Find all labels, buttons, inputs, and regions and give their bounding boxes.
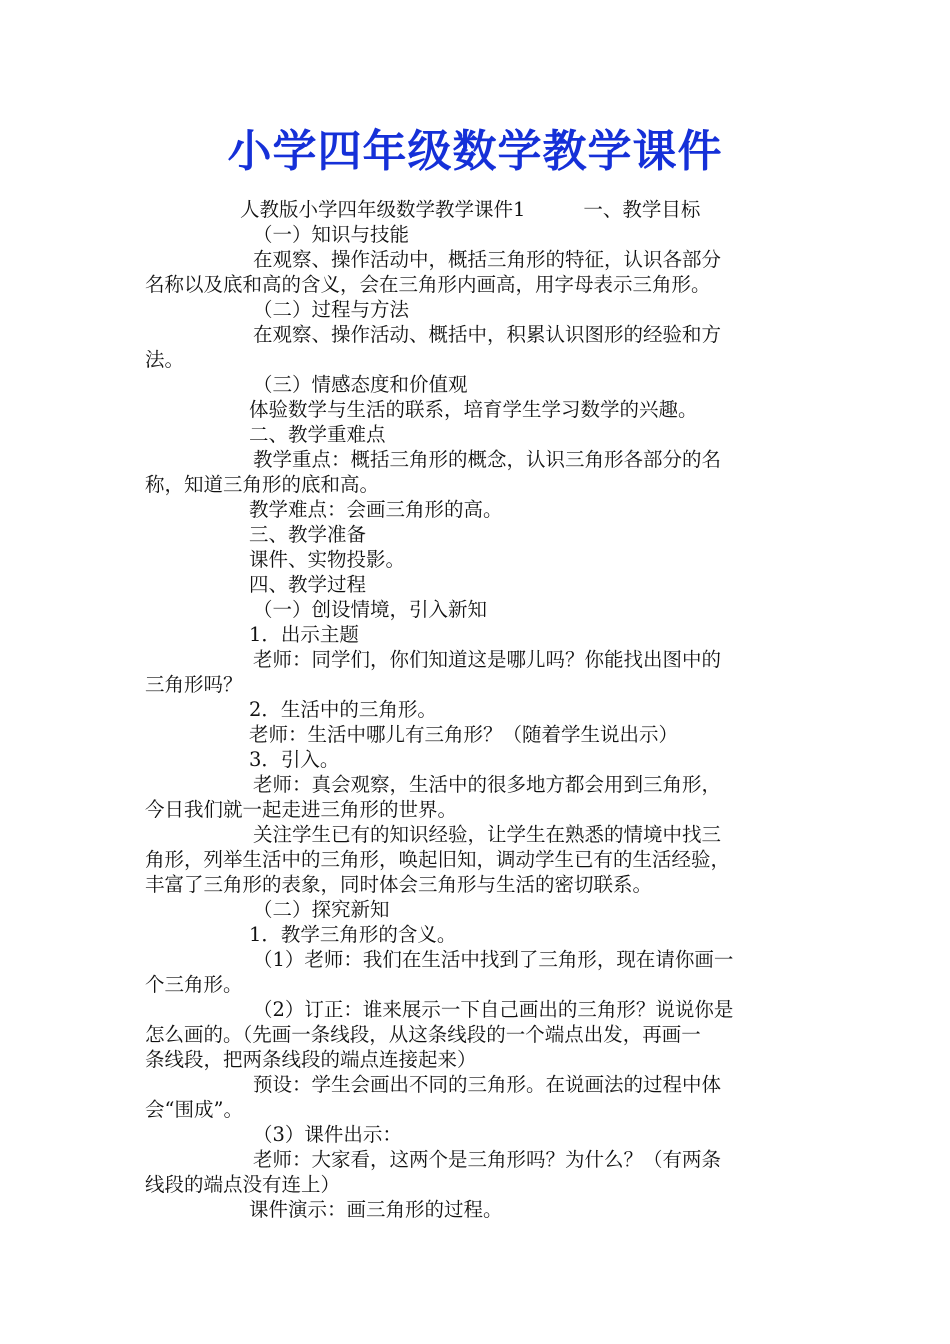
paragraph-line: 怎么画的。（先画一条线段，从这条线段的一个端点出发，再画一 [145,1023,701,1046]
subheading-knowledge: （一）知识与技能 [253,223,410,246]
paragraph-line: 今日我们就一起走进三角形的世界。 [145,798,458,821]
paragraph-line: 教学重点：概括三角形的概念，认识三角形各部分的名 [253,448,722,471]
paragraph-line: （2）订正：谁来展示一下自己画出的三角形？说说你是 [253,998,734,1021]
intro-line [145,197,810,222]
subheading-attitude: （三）情感态度和价值观 [253,373,468,396]
paragraph-line: 条线段，把两条线段的端点连接起来） [145,1048,477,1071]
paragraph-line: 称，知道三角形的底和高。 [145,473,380,496]
list-item: 2．生活中的三角形。 [249,698,437,721]
subheading-scenario: （一）创设情境，引入新知 [253,598,488,621]
heading-teaching-process: 四、教学过程 [249,573,367,596]
paragraph-line: 课件演示：画三角形的过程。 [249,1198,503,1221]
paragraph-line: 个三角形。 [145,973,243,996]
paragraph-line: 老师：真会观察，生活中的很多地方都会用到三角形， [253,773,722,796]
subheading-explore: （二）探究新知 [253,898,390,921]
paragraph-line: 在观察、操作活动中，概括三角形的特征，认识各部分 [253,248,722,271]
paragraph-line: 角形，列举生活中的三角形，唤起旧知，调动学生已有的生活经验， [145,848,731,871]
paragraph-line: 名称以及底和高的含义，会在三角形内画高，用字母表示三角形。 [145,273,711,296]
paragraph-line: 三角形吗？ [145,673,243,696]
heading-key-points: 二、教学重难点 [249,423,386,446]
paragraph-line: 预设：学生会画出不同的三角形。在说画法的过程中体 [253,1073,722,1096]
paragraph-line: 教学难点：会画三角形的高。 [249,498,503,521]
paragraph-line: 法。 [145,348,185,371]
paragraph-line: （1）老师：我们在生活中找到了三角形，现在请你画一 [253,948,734,971]
subheading-process: （二）过程与方法 [253,298,410,321]
paragraph-line: 会“围成”。 [145,1098,243,1121]
list-item: 3．引入。 [249,748,340,771]
paragraph-line: 在观察、操作活动、概括中，积累认识图形的经验和方 [253,323,722,346]
list-item: （3）课件出示： [253,1123,402,1146]
paragraph-line: 课件、实物投影。 [249,548,406,571]
heading-teaching-goals: 一、教学目标 [583,198,701,221]
paragraph-line: 老师：同学们，你们知道这是哪儿吗？你能找出图中的 [253,648,722,671]
paragraph-line: 老师：大家看，这两个是三角形吗？为什么？（有两条 [253,1148,722,1171]
list-item: 1．出示主题 [249,623,359,646]
document-title: 小学四年级数学教学课件 [227,126,723,177]
list-item: 1．教学三角形的含义。 [249,923,457,946]
intro-course-name: 人教版小学四年级数学教学课件1 [240,198,526,221]
document-body [145,197,810,1222]
paragraph-line: 线段的端点没有连上） [145,1173,341,1196]
paragraph-line: 体验数学与生活的联系，培育学生学习数学的兴趣。 [249,398,698,421]
paragraph-line: 关注学生已有的知识经验，让学生在熟悉的情境中找三 [253,823,722,846]
paragraph-line: 丰富了三角形的表象，同时体会三角形与生活的密切联系。 [145,873,653,896]
paragraph-line: 老师：生活中哪儿有三角形？（随着学生说出示） [249,723,679,746]
heading-preparation: 三、教学准备 [249,523,367,546]
